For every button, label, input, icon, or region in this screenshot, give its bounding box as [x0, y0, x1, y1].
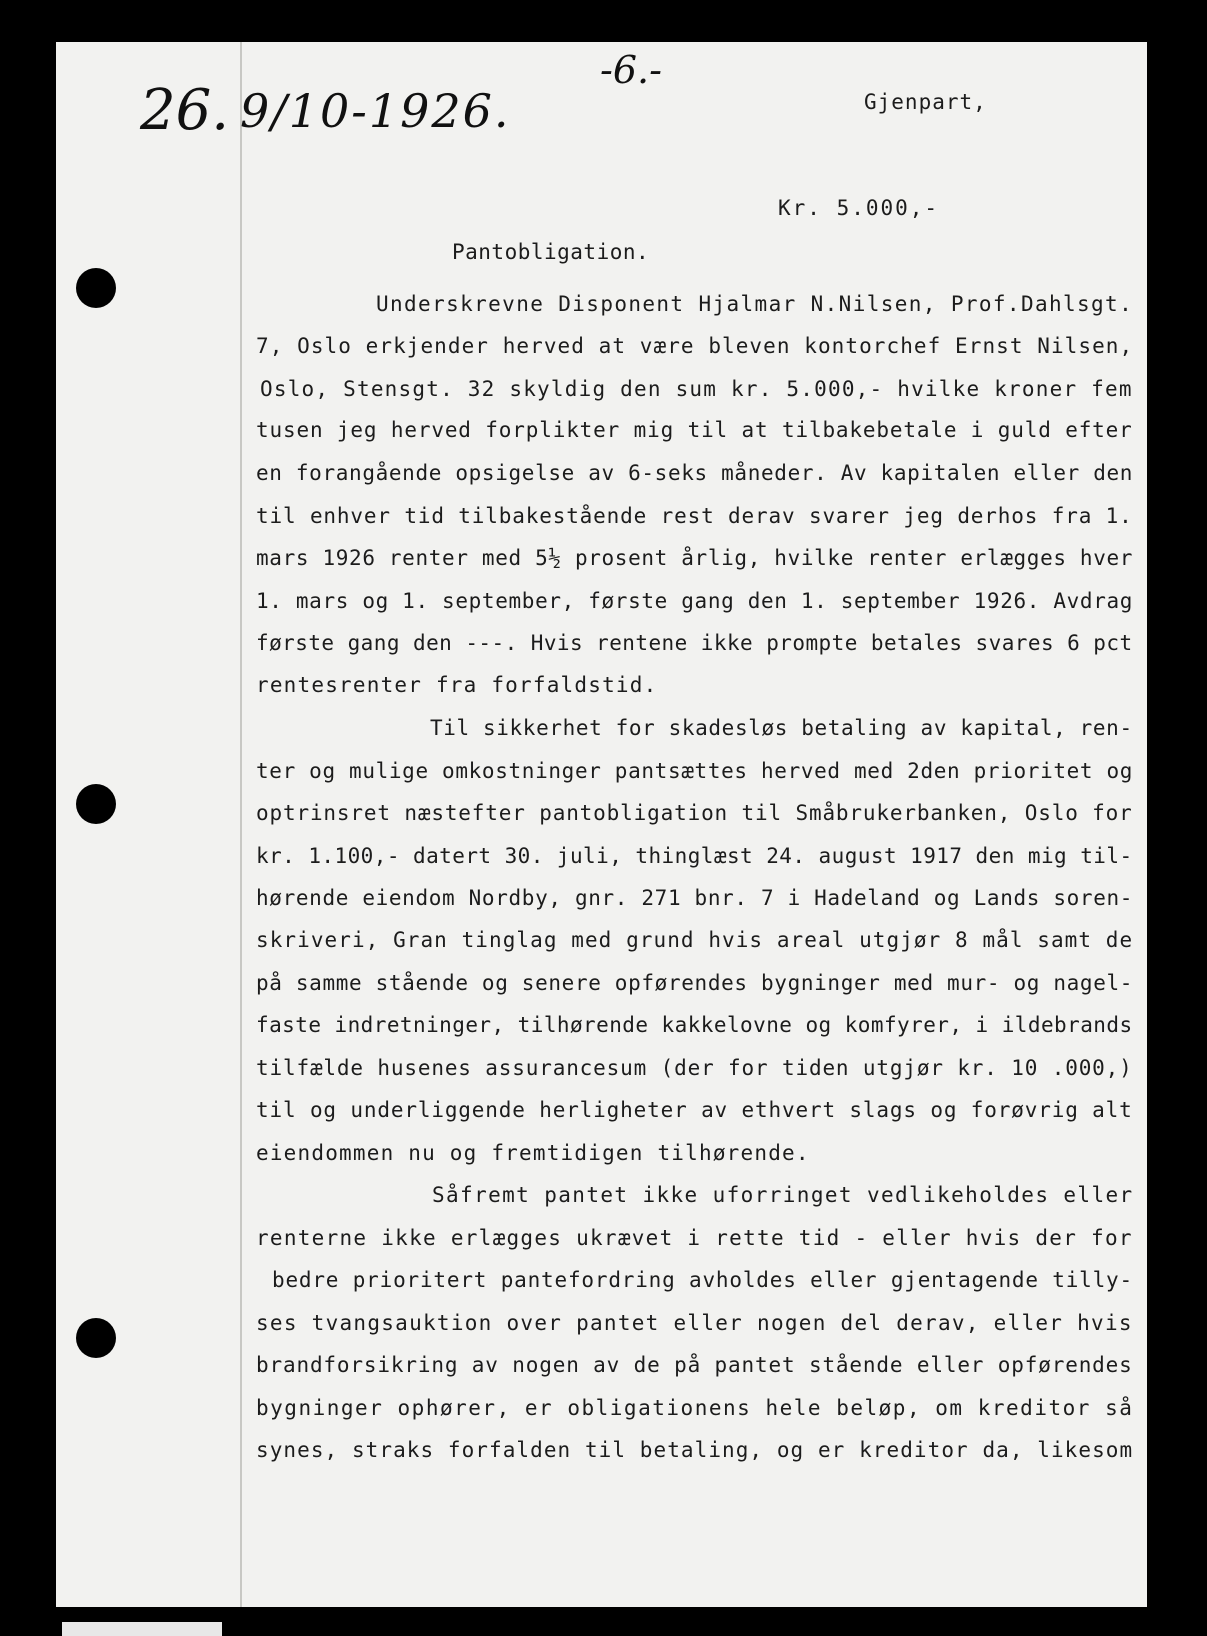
- amount: Kr. 5.000,-: [778, 196, 940, 220]
- body-line: faste indretninger, tilhørende kakkelovne og komfyrer, i ildebrands: [256, 1013, 1133, 1037]
- body-line: bygninger ophører, er obligationens hele beløp, om kreditor så: [256, 1396, 1134, 1420]
- body-line: til og underliggende herligheter av ethvert slags og forøvrig alt: [256, 1098, 1133, 1122]
- body-line: Til sikkerhet for skadesløs betaling av kapital, ren-: [430, 716, 1133, 740]
- body-line: ter og mulige omkostninger pantsættes herved med 2den prioritet og: [256, 759, 1134, 783]
- body-line: 1. mars og 1. september, første gang den 1. september 1926. Avdrag: [256, 589, 1134, 613]
- body-line: første gang den ---. Hvis rentene ikke prompte betales svares 6 pct: [256, 631, 1133, 655]
- body-line: til enhver tid tilbakestående rest derav svarer jeg derhos fra 1.: [256, 504, 1133, 528]
- margin-line: [240, 42, 242, 1607]
- body-line: tilfælde husenes assurancesum (der for tiden utgjør kr. 10 .000,): [256, 1056, 1133, 1080]
- document-title: Pantobligation.: [452, 240, 650, 264]
- body-line: Underskrevne Disponent Hjalmar N.Nilsen, Prof.Dahlsgt.: [376, 292, 1134, 316]
- body-line: kr. 1.100,- datert 30. juli, thinglæst 24. august 1917 den mig til-: [256, 844, 1133, 868]
- body-line: brandforsikring av nogen av de på pantet stående eller opførendes: [256, 1353, 1133, 1377]
- body-line: en forangående opsigelse av 6-seks måneder. Av kapitalen eller den: [256, 461, 1134, 485]
- body-line: Såfremt pantet ikke uforringet vedlikeholdes eller: [432, 1183, 1134, 1207]
- body-line: bedre prioritert pantefordring avholdes eller gjentagende tilly-: [272, 1268, 1133, 1292]
- entry-date: 9/10-1926.: [240, 84, 511, 138]
- body-line: 7, Oslo erkjender herved at være bleven kontorchef Ernst Nilsen,: [256, 334, 1134, 358]
- punch-hole: [76, 1318, 116, 1358]
- body-line: Oslo, Stensgt. 32 skyldig den sum kr. 5.000,- hvilke kroner fem: [260, 377, 1133, 401]
- body-line: renterne ikke erlægges ukrævet i rette tid - eller hvis der for: [256, 1226, 1133, 1250]
- film-strip: [62, 1622, 222, 1636]
- body-line: på samme stående og senere opførendes bygninger med mur- og nagel-: [256, 971, 1134, 995]
- body-line: hørende eiendom Nordby, gnr. 271 bnr. 7 i Hadeland og Lands soren-: [256, 886, 1134, 910]
- body-line: mars 1926 renter med 5½ prosent årlig, hvilke renter erlægges hver: [256, 546, 1134, 570]
- copy-label: Gjenpart,: [864, 90, 987, 114]
- body-line: optrinsret næstefter pantobligation til Småbrukerbanken, Oslo for: [256, 801, 1133, 825]
- body-line: synes, straks forfalden til betaling, og er kreditor da, likesom: [256, 1438, 1134, 1462]
- body-line: ses tvangsauktion over pantet eller nogen del derav, eller hvis: [256, 1311, 1133, 1335]
- punch-hole: [76, 784, 116, 824]
- entry-number: 26.: [140, 78, 230, 143]
- body-line: skriveri, Gran tinglag med grund hvis areal utgjør 8 mål samt de: [256, 928, 1134, 952]
- body-line: tusen jeg herved forplikter mig til at tilbakebetale i guld efter: [256, 418, 1133, 442]
- page-mark: -6.-: [600, 48, 662, 92]
- punch-hole: [76, 268, 116, 308]
- body-line: eiendommen nu og fremtidigen tilhørende.: [256, 1141, 810, 1165]
- body-line: rentesrenter fra forfaldstid.: [256, 673, 658, 697]
